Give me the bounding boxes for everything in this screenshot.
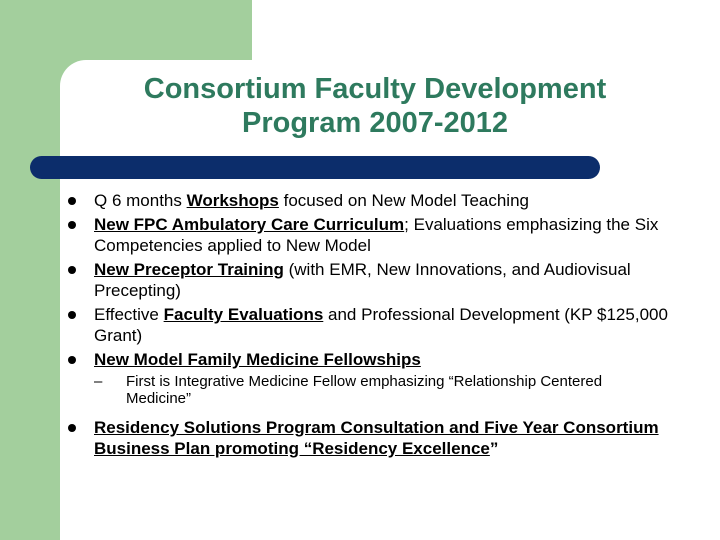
bullet-item-preceptor-training [68,259,668,301]
bullet-text-pre: Q 6 months [94,191,187,210]
bullet-text-post: ; Evaluations emphasizing the Six Competencies applied to New Model [94,215,659,255]
bullet-emphasis: Faculty Evaluations [163,305,324,324]
sub-bullet-text: First is Integrative Medicine Fellow emphasizing “Relationship Centered Medicine” [126,373,603,407]
title-divider-bar [30,156,600,179]
bullet-dot-icon [68,424,76,432]
bullet-dot-icon [68,266,76,274]
bullet-emphasis: New Model Family Medicine Fellowships [94,350,421,369]
bullet-dot-icon [68,197,76,205]
bullet-text-pre: Effective [94,305,164,324]
bullet-item-faculty-evaluations [68,304,668,346]
bullet-text-post: and Professional Development (KP $125,000 Grant) [94,305,668,345]
bullet-item-residency-solutions [68,417,668,459]
bullet-item-curriculum [68,214,668,256]
bullet-emphasis: New Preceptor Training [94,260,284,279]
bullet-emphasis: Workshops [186,191,279,210]
sub-bullet-integrative-medicine [68,373,668,407]
green-background-left [0,0,60,540]
bullet-item-fellowships [68,349,668,370]
bullet-dot-icon [68,311,76,319]
bullet-text-post: ” [489,439,499,458]
bullet-dot-icon [68,221,76,229]
sub-bullet-dash: – [94,373,103,390]
bullet-emphasis: Residency Solutions Program Consultation and Five Year Consortium Business Plan promoting “Residency Excellence [94,418,659,458]
bullet-item-workshops [68,190,668,211]
bullet-dot-icon [68,356,76,364]
bullet-list [68,190,668,462]
bullet-text-post: (with EMR, New Innovations, and Audiovisual Precepting) [94,260,631,300]
slide-title-line1: Consortium Faculty Development [143,73,607,105]
slide-title [90,72,660,140]
bullet-emphasis: New FPC Ambulatory Care Curriculum [94,215,405,234]
slide-title-line2: Program 2007-2012 [242,107,508,139]
bullet-text-post: focused on New Model Teaching [278,191,529,210]
